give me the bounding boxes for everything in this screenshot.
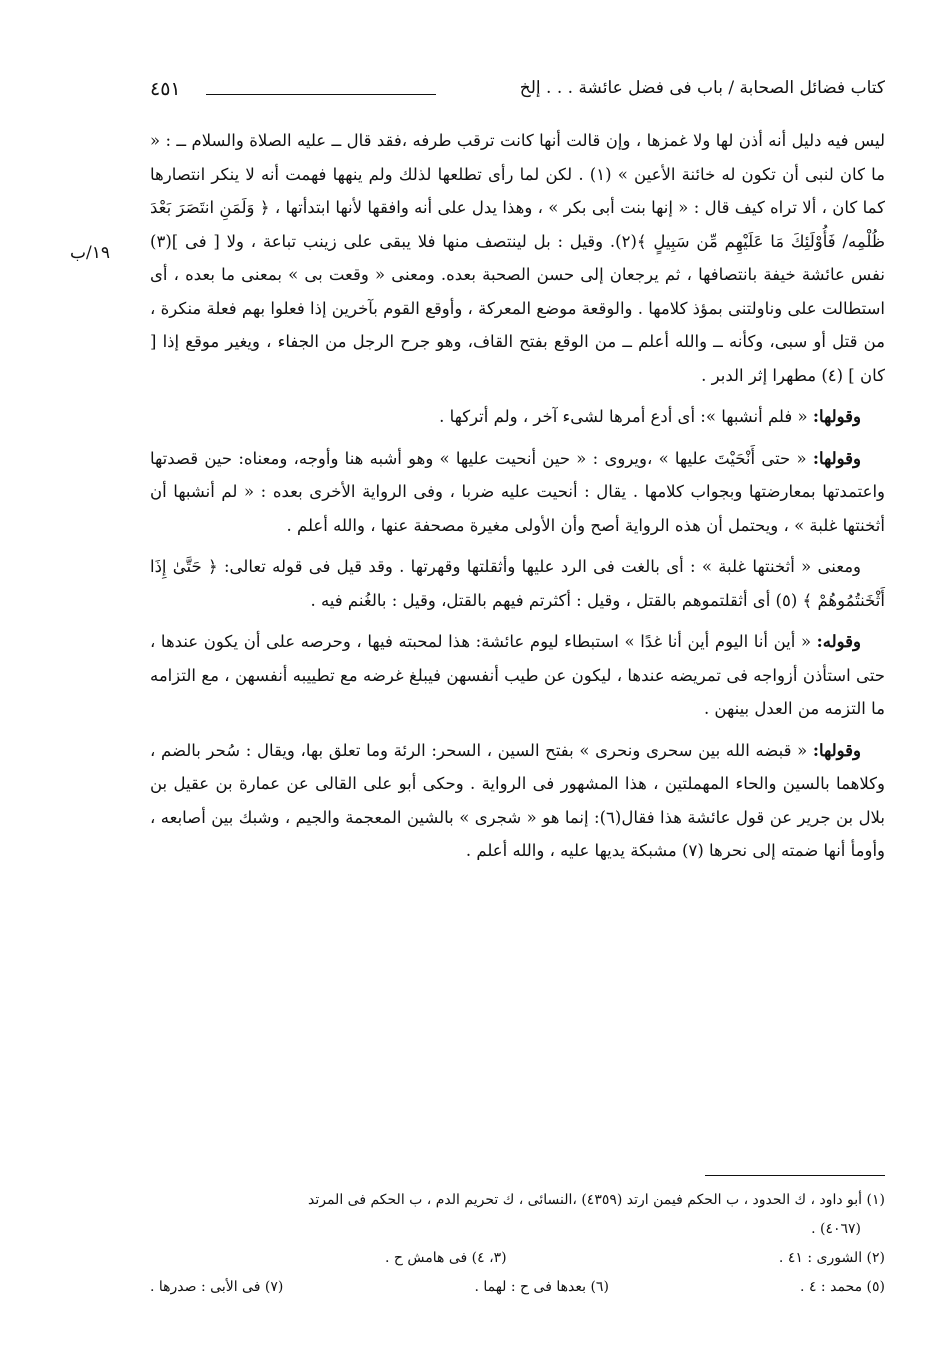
running-title: كتاب فضائل الصحابة / باب فى فضل عائشة . . . إلخ [519, 78, 885, 98]
paragraph [150, 734, 885, 868]
footnote-1-continuation: (٤٠٦٧) . [811, 1221, 861, 1237]
footnote-rule [705, 1175, 885, 1176]
paragraph-text: « حتى أَنْحَيْتَ عليها » ،ويروى : « حين أنحيت عليها » وهو أشبه هنا وأوجه، ومعناه: حين قصدتها واعتمدتها بمعارضتها وبجواب كلامها . يقال : أنحيت عليه ضربا ، وفى الرواية الأخرى بعده : « لم أنشبها أن أثخنتها غلبة » ، ويحتمل أن هذه الرواية أصح وأن الأولى مغيرة مصحفة عنها ، والله أعلم . [150, 448, 885, 535]
footnote-7: (٧) فى الأبى : صدرها . [150, 1279, 284, 1295]
footnote-row [385, 1244, 885, 1273]
paragraph [150, 124, 885, 392]
footnote-2: (٢) الشورى : ٤١ . [778, 1250, 885, 1266]
paragraph-lead: وقولها: [812, 407, 861, 426]
page-number: ٤٥١ [150, 78, 181, 100]
paragraph [150, 442, 885, 543]
footnote-5: (٥) محمد : ٤ . [800, 1279, 885, 1295]
footnote-3-4: (٣، ٤) فى هامش ح . [385, 1250, 507, 1266]
footnote-6: (٦) بعدها فى ح : لهما . [474, 1279, 609, 1295]
header-rule [206, 94, 436, 95]
paragraph-lead: وقولها: [812, 448, 861, 468]
paragraph [150, 550, 885, 617]
footnote-1: (١) أبو داود ، ك الحدود ، ب الحكم فيمن ارتد (٤٣٥٩) ،النسائى ، ك تحريم الدم ، ب الحكم فى المرتد [307, 1192, 885, 1208]
paragraph-text: « أين أنا اليوم أين أنا غدًا » استبطاء ليوم عائشة: هذا لمحبته فيها ، وحرصه على أن يكون عندها ، حتى استأذن أزواجه فى تمريضه عندها ، ليكون عن طيب أنفسهن فيبلغ غرضه مع تطييبه أنفسهن ، مع التزامه ما التزمه من العدل بينهن . [150, 632, 885, 718]
paragraph-text: ليس فيه دليل أنه أذن لها ولا غمزها ، وإن قالت أنها كانت ترقب طرفه ،فقد قال ــ عليه الصلاة والسلام ــ : « ما كان لنبى أن تكون له خائنة الأعين » (١) . لكن لما رأى تطلعها لذلك ولم ينهها فهمت أنه لا ينكر انتصارها كما كان ، ألا تراه كيف قال : « إنها بنت أبى بكر » ، وهذا يدل على أنه وافقها لأنها ابتدأتها ، ﴿ وَلَمَنِ انتَصَرَ بَعْدَ ظُلْمِه/ فَأُوْلَئِكَ مَا عَلَيْهِم مِّن سَبِيلٍ ﴾(٢). وقيل : بل لينتصف منها فلا يبقى على زينب تباعة ، ولا [ فى ](٣) نفس عائشة خيفة بانتصافها ، ثم يرجعان إلى حسن الصحبة بعده. ومعنى « وقعت بى » بمعنى ما بعده ، أى استطالت على وناولتنى بمؤذ كلامها . والوقعة موضع المعركة ، وأوقع القوم بآخرين إذا فعلوا بهم فعلة منكرة ، من قتل أو سبى، وكأنه ــ والله أعلم ــ من الوقع بفتح القاف، وهو جرح الرجل من الجفاء ، ويغير موقع إذا [ كان ] (٤) مطهرا إثر الدبر . [150, 131, 885, 385]
footnotes [150, 1186, 885, 1302]
paragraph [150, 400, 885, 434]
paragraph-text: « فلم أنشبها »: أى أدع أمرها لشىء آخر ، ولم أتركها . [439, 407, 813, 426]
page-header [150, 78, 885, 108]
margin-folio-note: ١٩/ب [70, 243, 110, 263]
footnote-row [150, 1273, 885, 1302]
paragraph-text: « قبضه الله بين سحرى ونحرى » بفتح السين ، السحر: الرئة وما تعلق بها، ويقال : سُحر بالضم ، وكلاهما بالسين والحاء المهملتين ، هذا المشهور فى الرواية . وحكى أبو على القالى عن عمارة بن عقيل بن بلال بن جرير عن قول عائشة هذا فقال(٦): إنما هو « شجرى » بالشين المعجمة والجيم ، وشبك بين أصابعه ، وأومأ أنها ضمته إلى نحرها (٧) مشبكة يديها عليه ، والله أعلم . [150, 740, 885, 860]
body-text [150, 124, 885, 876]
paragraph [150, 625, 885, 726]
paragraph-lead: وقولها: [812, 740, 861, 760]
paragraph-lead: وقوله: [816, 632, 861, 651]
paragraph-text: ومعنى « أثخنتها غلبة » : أى بالغت فى الرد عليها وأثقلتها وقهرتها . وقد قيل فى قوله تعالى: ﴿ حَتَّىٰ إِذَا أَثْخَنتُمُوهُمْ ﴾ (٥) أى أثقلتموهم بالقتل ، وقيل : أكثرتم فيهم بالقتل، وقيل : بالغُنم فيه . [150, 557, 885, 610]
